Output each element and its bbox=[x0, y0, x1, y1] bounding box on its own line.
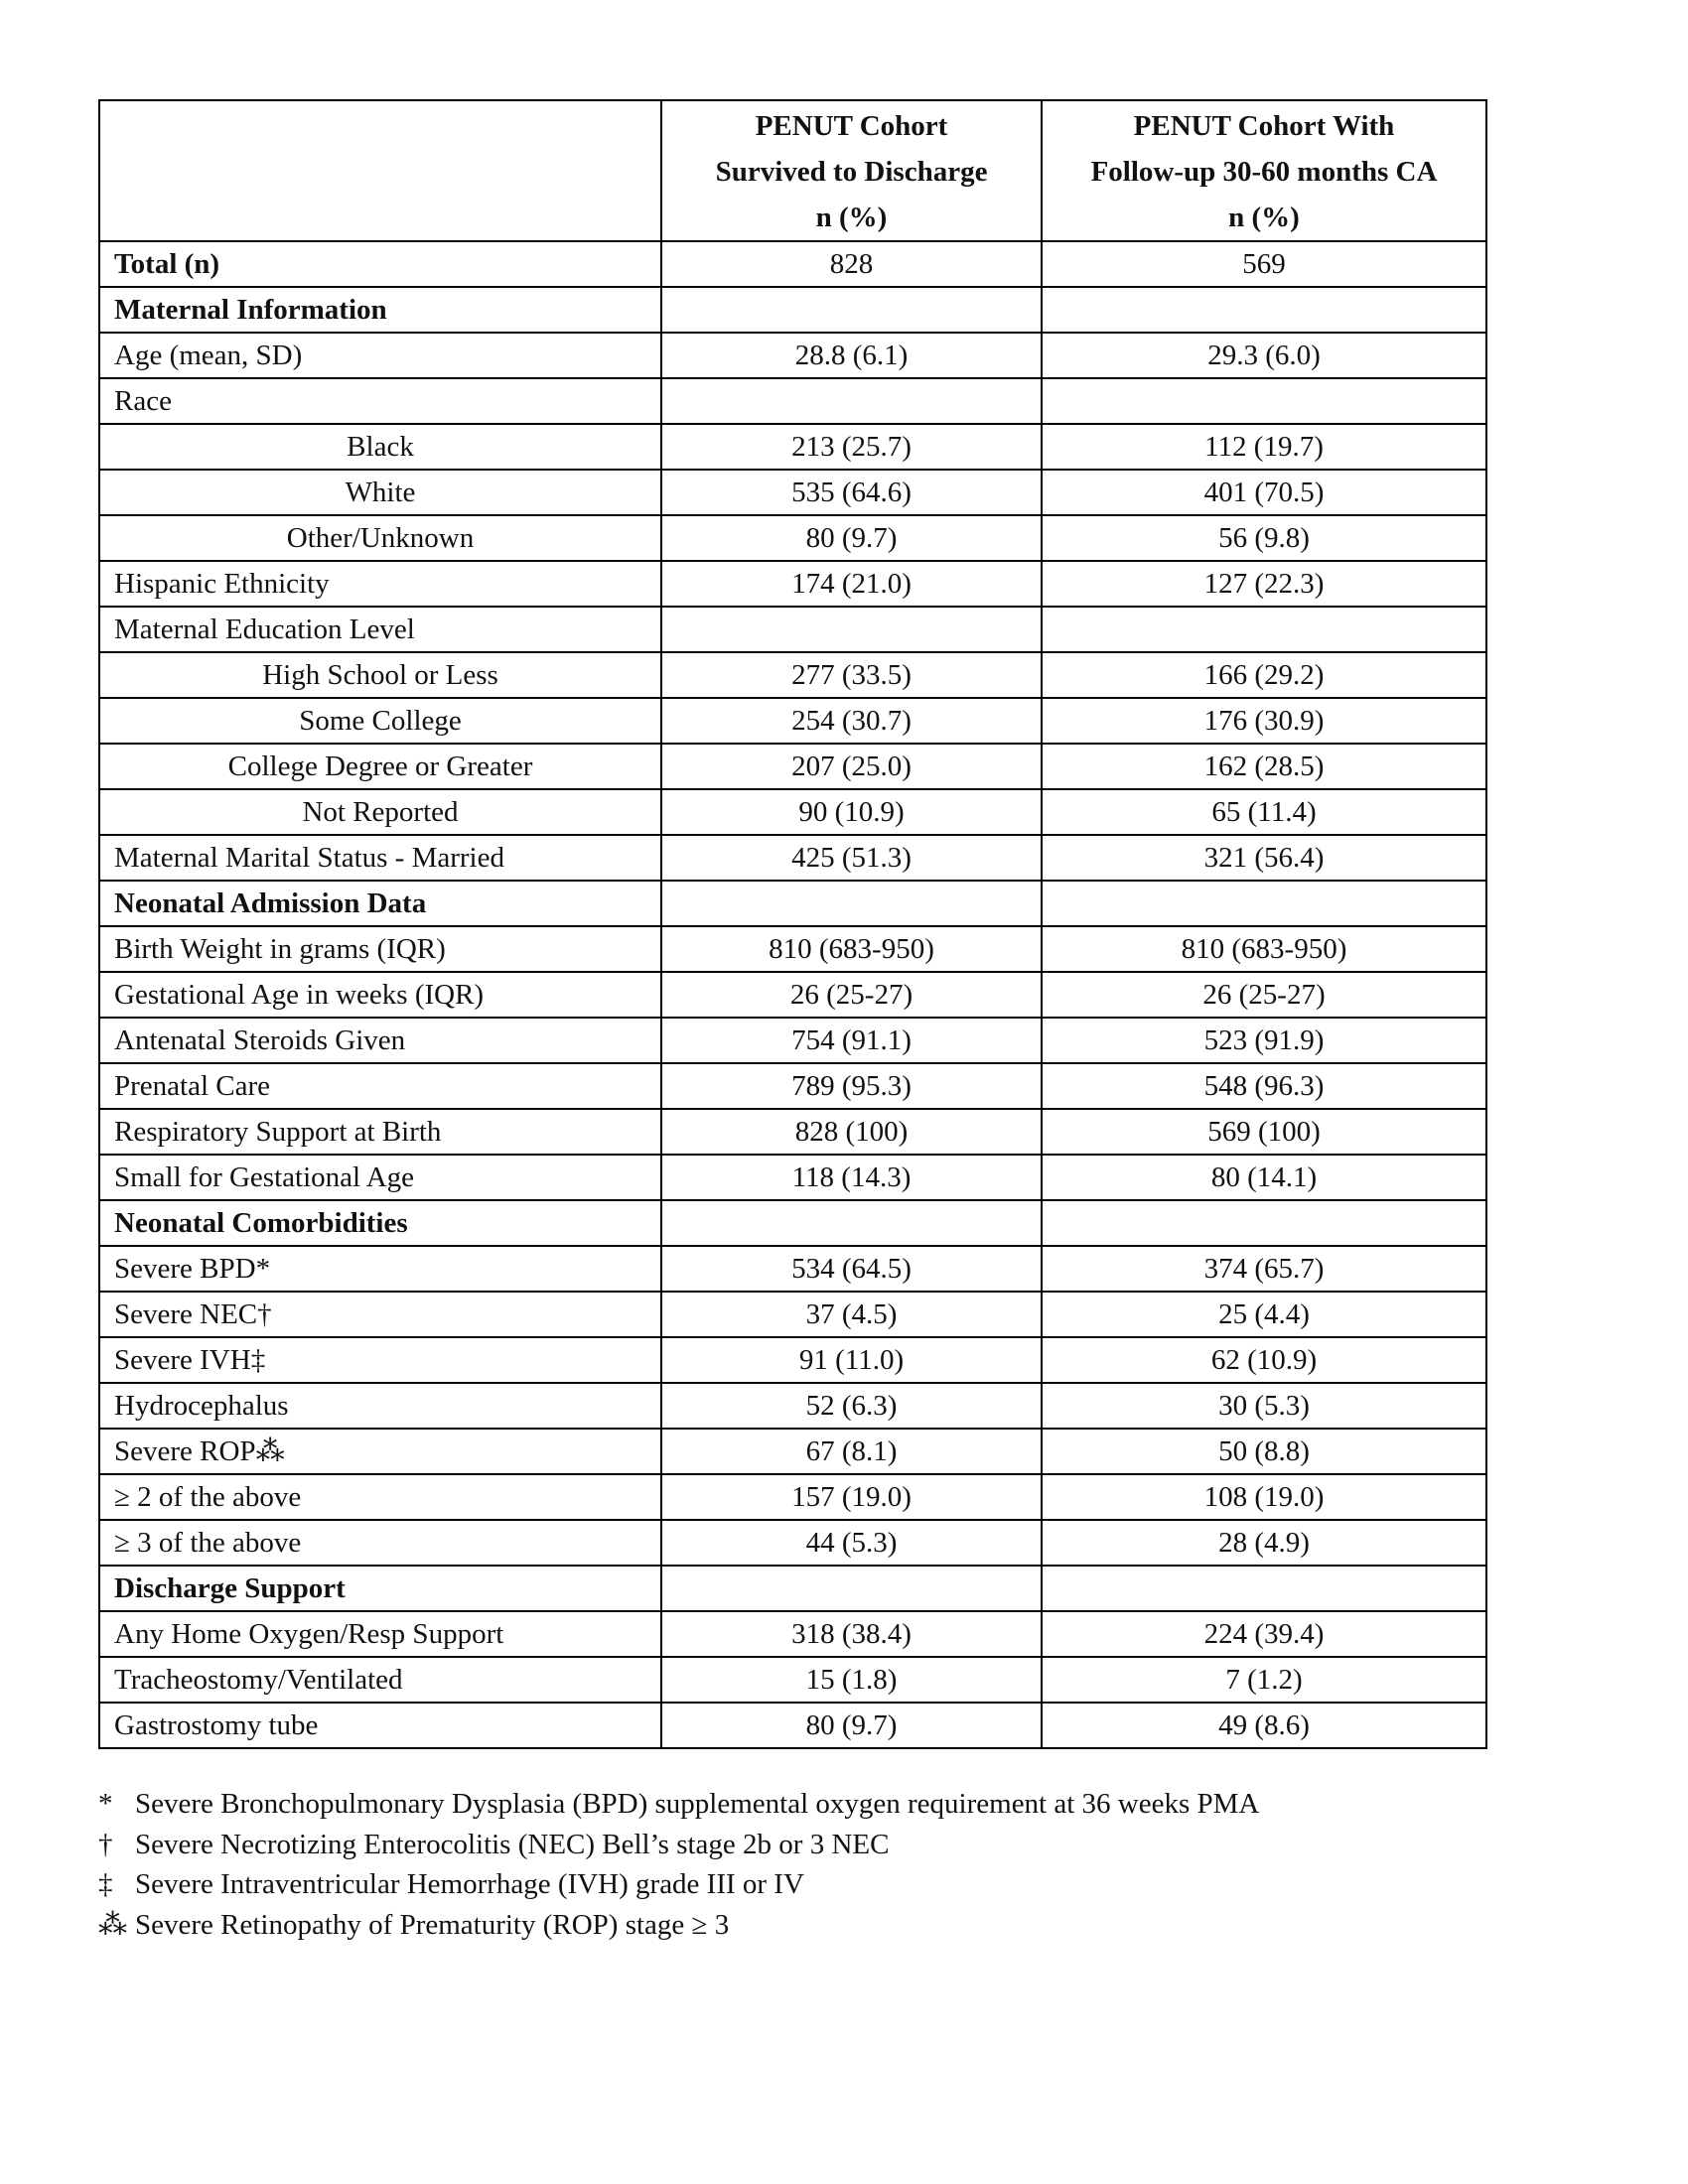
survived-value bbox=[661, 881, 1042, 926]
row-label: Tracheostomy/Ventilated bbox=[99, 1657, 661, 1703]
follow-up-value bbox=[1042, 378, 1486, 424]
follow-up-value: 108 (19.0) bbox=[1042, 1474, 1486, 1520]
header-with-follow-up bbox=[1042, 100, 1486, 241]
table-row bbox=[99, 789, 1486, 835]
survived-value: 44 (5.3) bbox=[661, 1520, 1042, 1566]
row-label: White bbox=[99, 470, 661, 515]
header-survived-to-discharge bbox=[661, 100, 1042, 241]
survived-value: 52 (6.3) bbox=[661, 1383, 1042, 1429]
survived-value: 67 (8.1) bbox=[661, 1429, 1042, 1474]
table-row bbox=[99, 378, 1486, 424]
follow-up-value: 374 (65.7) bbox=[1042, 1246, 1486, 1292]
follow-up-value: 26 (25-27) bbox=[1042, 972, 1486, 1018]
survived-value: 828 (100) bbox=[661, 1109, 1042, 1155]
row-label: Maternal Information bbox=[99, 287, 661, 333]
follow-up-value: 176 (30.9) bbox=[1042, 698, 1486, 744]
table-row bbox=[99, 1063, 1486, 1109]
survived-value: 80 (9.7) bbox=[661, 515, 1042, 561]
survived-value: 90 (10.9) bbox=[661, 789, 1042, 835]
survived-value bbox=[661, 1566, 1042, 1611]
survived-value bbox=[661, 378, 1042, 424]
row-label: Maternal Marital Status - Married bbox=[99, 835, 661, 881]
survived-value: 789 (95.3) bbox=[661, 1063, 1042, 1109]
footnote-text: Severe Bronchopulmonary Dysplasia (BPD) supplemental oxygen requirement at 36 weeks PMA bbox=[135, 1788, 1260, 1820]
table-row bbox=[99, 926, 1486, 972]
footnote-symbol: ‡ bbox=[98, 1868, 113, 1900]
follow-up-value: 29.3 (6.0) bbox=[1042, 333, 1486, 378]
table-row bbox=[99, 835, 1486, 881]
survived-value: 534 (64.5) bbox=[661, 1246, 1042, 1292]
row-label: College Degree or Greater bbox=[99, 744, 661, 789]
row-label: Antenatal Steroids Given bbox=[99, 1018, 661, 1063]
survived-value: 28.8 (6.1) bbox=[661, 333, 1042, 378]
follow-up-value: 62 (10.9) bbox=[1042, 1337, 1486, 1383]
follow-up-value bbox=[1042, 1200, 1486, 1246]
survived-value bbox=[661, 1200, 1042, 1246]
follow-up-value: 548 (96.3) bbox=[1042, 1063, 1486, 1109]
survived-value: 828 bbox=[661, 241, 1042, 287]
table-row bbox=[99, 424, 1486, 470]
survived-value: 318 (38.4) bbox=[661, 1611, 1042, 1657]
row-label: Severe BPD* bbox=[99, 1246, 661, 1292]
follow-up-value bbox=[1042, 881, 1486, 926]
table-row bbox=[99, 470, 1486, 515]
footnote bbox=[98, 1784, 1259, 1825]
table-row bbox=[99, 1703, 1486, 1748]
table-row bbox=[99, 1246, 1486, 1292]
survived-value: 425 (51.3) bbox=[661, 835, 1042, 881]
survived-value: 754 (91.1) bbox=[661, 1018, 1042, 1063]
survived-value: 174 (21.0) bbox=[661, 561, 1042, 607]
follow-up-value: 321 (56.4) bbox=[1042, 835, 1486, 881]
survived-value: 15 (1.8) bbox=[661, 1657, 1042, 1703]
footnote-symbol: * bbox=[98, 1788, 113, 1820]
row-label: Severe ROP⁂ bbox=[99, 1429, 661, 1474]
follow-up-value bbox=[1042, 287, 1486, 333]
table-row bbox=[99, 1337, 1486, 1383]
table-row bbox=[99, 1520, 1486, 1566]
table-row bbox=[99, 652, 1486, 698]
header-line: PENUT Cohort bbox=[755, 110, 948, 142]
survived-value: 213 (25.7) bbox=[661, 424, 1042, 470]
row-label: Total (n) bbox=[99, 241, 661, 287]
follow-up-value: 80 (14.1) bbox=[1042, 1155, 1486, 1200]
survived-value: 157 (19.0) bbox=[661, 1474, 1042, 1520]
footnote-symbol: ⁂ bbox=[98, 1908, 127, 1941]
follow-up-value: 30 (5.3) bbox=[1042, 1383, 1486, 1429]
row-label: Respiratory Support at Birth bbox=[99, 1109, 661, 1155]
footnotes bbox=[98, 1784, 1259, 1945]
row-label: Discharge Support bbox=[99, 1566, 661, 1611]
survived-value bbox=[661, 287, 1042, 333]
survived-value bbox=[661, 607, 1042, 652]
row-label: Hydrocephalus bbox=[99, 1383, 661, 1429]
row-label: Black bbox=[99, 424, 661, 470]
table-row bbox=[99, 561, 1486, 607]
follow-up-value: 25 (4.4) bbox=[1042, 1292, 1486, 1337]
table-row bbox=[99, 1109, 1486, 1155]
table-row bbox=[99, 1383, 1486, 1429]
row-label: Small for Gestational Age bbox=[99, 1155, 661, 1200]
follow-up-value: 112 (19.7) bbox=[1042, 424, 1486, 470]
footnote-text: Severe Intraventricular Hemorrhage (IVH) grade III or IV bbox=[135, 1868, 804, 1900]
table-header-row bbox=[99, 100, 1486, 241]
follow-up-value bbox=[1042, 607, 1486, 652]
table-row bbox=[99, 698, 1486, 744]
table-row bbox=[99, 1429, 1486, 1474]
table-row bbox=[99, 1566, 1486, 1611]
follow-up-value: 28 (4.9) bbox=[1042, 1520, 1486, 1566]
row-label: Gestational Age in weeks (IQR) bbox=[99, 972, 661, 1018]
follow-up-value: 65 (11.4) bbox=[1042, 789, 1486, 835]
table-row bbox=[99, 1611, 1486, 1657]
row-label: Not Reported bbox=[99, 789, 661, 835]
survived-value: 535 (64.6) bbox=[661, 470, 1042, 515]
row-label: ≥ 2 of the above bbox=[99, 1474, 661, 1520]
row-label: Other/Unknown bbox=[99, 515, 661, 561]
cohort-characteristics-table bbox=[98, 99, 1487, 1749]
table-row bbox=[99, 1657, 1486, 1703]
follow-up-value: 7 (1.2) bbox=[1042, 1657, 1486, 1703]
table-row bbox=[99, 972, 1486, 1018]
follow-up-value: 523 (91.9) bbox=[1042, 1018, 1486, 1063]
survived-value: 91 (11.0) bbox=[661, 1337, 1042, 1383]
table-row bbox=[99, 1155, 1486, 1200]
header-line: n (%) bbox=[815, 202, 888, 233]
table-row bbox=[99, 333, 1486, 378]
footnote-text: Severe Necrotizing Enterocolitis (NEC) Bell’s stage 2b or 3 NEC bbox=[135, 1828, 890, 1860]
row-label: Race bbox=[99, 378, 661, 424]
survived-value: 207 (25.0) bbox=[661, 744, 1042, 789]
survived-value: 118 (14.3) bbox=[661, 1155, 1042, 1200]
table-row bbox=[99, 1474, 1486, 1520]
table-row bbox=[99, 1292, 1486, 1337]
header-line: Follow-up 30-60 months CA bbox=[1090, 156, 1438, 188]
survived-value: 26 (25-27) bbox=[661, 972, 1042, 1018]
footnote bbox=[98, 1864, 1259, 1905]
table-row bbox=[99, 607, 1486, 652]
footnote bbox=[98, 1825, 1259, 1865]
row-label: Gastrostomy tube bbox=[99, 1703, 661, 1748]
footnote-text: Severe Retinopathy of Prematurity (ROP) stage ≥ 3 bbox=[135, 1908, 730, 1941]
survived-value: 80 (9.7) bbox=[661, 1703, 1042, 1748]
follow-up-value: 401 (70.5) bbox=[1042, 470, 1486, 515]
row-label: Severe IVH‡ bbox=[99, 1337, 661, 1383]
row-label: Maternal Education Level bbox=[99, 607, 661, 652]
row-label: Severe NEC† bbox=[99, 1292, 661, 1337]
follow-up-value: 569 (100) bbox=[1042, 1109, 1486, 1155]
follow-up-value bbox=[1042, 1566, 1486, 1611]
row-label: Any Home Oxygen/Resp Support bbox=[99, 1611, 661, 1657]
survived-value: 37 (4.5) bbox=[661, 1292, 1042, 1337]
row-label: High School or Less bbox=[99, 652, 661, 698]
row-label: Prenatal Care bbox=[99, 1063, 661, 1109]
table-row bbox=[99, 241, 1486, 287]
header-line: PENUT Cohort With bbox=[1133, 110, 1395, 142]
follow-up-value: 224 (39.4) bbox=[1042, 1611, 1486, 1657]
follow-up-value: 810 (683-950) bbox=[1042, 926, 1486, 972]
follow-up-value: 49 (8.6) bbox=[1042, 1703, 1486, 1748]
row-label: Hispanic Ethnicity bbox=[99, 561, 661, 607]
table-row bbox=[99, 1200, 1486, 1246]
row-label: Birth Weight in grams (IQR) bbox=[99, 926, 661, 972]
row-label: ≥ 3 of the above bbox=[99, 1520, 661, 1566]
header-empty-cell bbox=[99, 100, 661, 241]
survived-value: 277 (33.5) bbox=[661, 652, 1042, 698]
follow-up-value: 56 (9.8) bbox=[1042, 515, 1486, 561]
table-row bbox=[99, 515, 1486, 561]
follow-up-value: 162 (28.5) bbox=[1042, 744, 1486, 789]
table-row bbox=[99, 881, 1486, 926]
table-row bbox=[99, 1018, 1486, 1063]
table-row bbox=[99, 744, 1486, 789]
follow-up-value: 50 (8.8) bbox=[1042, 1429, 1486, 1474]
footnote-symbol: † bbox=[98, 1828, 113, 1860]
row-label: Age (mean, SD) bbox=[99, 333, 661, 378]
follow-up-value: 127 (22.3) bbox=[1042, 561, 1486, 607]
header-line: Survived to Discharge bbox=[715, 156, 988, 188]
row-label: Some College bbox=[99, 698, 661, 744]
row-label: Neonatal Comorbidities bbox=[99, 1200, 661, 1246]
follow-up-value: 166 (29.2) bbox=[1042, 652, 1486, 698]
follow-up-value: 569 bbox=[1042, 241, 1486, 287]
survived-value: 810 (683-950) bbox=[661, 926, 1042, 972]
table-body bbox=[99, 241, 1486, 1748]
table-row bbox=[99, 287, 1486, 333]
header-line: n (%) bbox=[1228, 202, 1300, 233]
footnote bbox=[98, 1905, 1259, 1946]
row-label: Neonatal Admission Data bbox=[99, 881, 661, 926]
survived-value: 254 (30.7) bbox=[661, 698, 1042, 744]
